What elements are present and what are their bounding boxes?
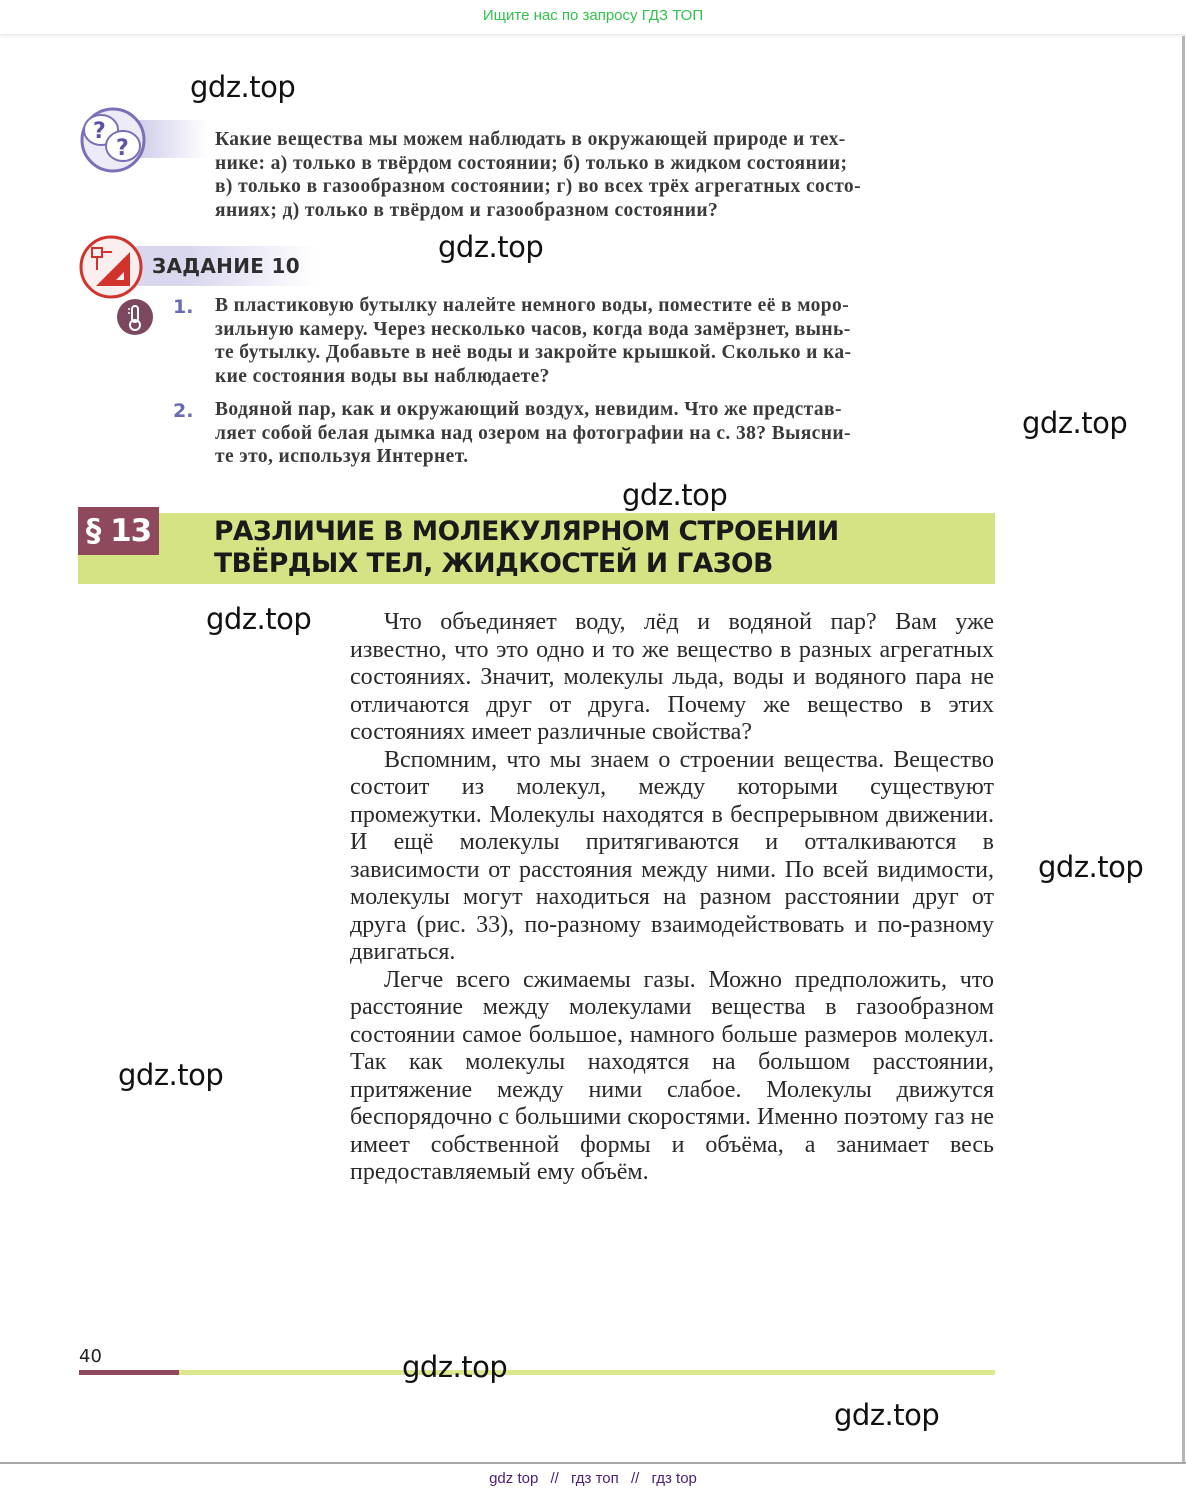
footer-separator: // [630,1470,640,1487]
task-item-number: 2. [173,400,194,422]
watermark: gdz.top [1038,850,1144,884]
watermark: gdz.top [118,1058,224,1092]
footer-link[interactable]: гдз top [651,1470,697,1487]
svg-text:?: ? [93,119,106,144]
task-item-number: 1. [173,296,194,318]
paragraph: Что объединяет воду, лёд и водяной пар? Вам уже известно, что это одно и то же вещество в разных агрегатных состояниях. Значит, молекулы льда, воды и водяного пара не отличаются друг от друга. Почему же вещество в этих состояниях имеет различные свойства? [350,609,994,745]
footer-link[interactable]: gdz top [489,1470,539,1487]
footer-links [0,1470,1186,1487]
watermark: gdz.top [622,478,728,512]
footer-separator: // [550,1470,559,1487]
footer-link[interactable]: гдз топ [571,1470,619,1487]
task-title: ЗАДАНИЕ 10 [152,254,300,278]
watermark: gdz.top [402,1350,508,1384]
question-text: Какие вещества мы можем наблюдать в окружающей природе и тех- нике: а) только в твёрдом состоянии; б) только в жидком состоянии; в) только в газообразном состоянии; г) во всех трёх агрегатных состо- яниях; д) только в твёрдом и газообразном состоянии? [215,129,861,221]
paragraph: Легче всего сжимаемы газы. Можно предположить, что расстояние между молекулами вещества в газообразном состоянии самое большое, намного больше размеров молекул. Так как молекулы находятся на большом расстоянии, притяжение между ними слабое. Молекулы движутся беспорядочно с большими скоростями. Именно поэтому газ не имеет собственной формы и объёма, а занимает весь предоставляемый ему объём. [350,966,994,1185]
footer-divider [0,1462,1186,1464]
paragraph: Вспомним, что мы знаем о строении вещества. Вещество состоит из молекул, между которыми существуют промежутки. Молекулы находятся в беспрерывном движении. И ещё молекулы притягиваются и отталкиваются в зависимости от расстояния между ними. По всей видимости, молекулы могут находиться на разном расстоянии друг от друга (рис. 33), по-разному взаимодействовать и по-разному двигаться. [350,746,994,965]
page-number: 40 [79,1346,102,1367]
page-rule [179,1370,995,1375]
svg-text:?: ? [116,136,129,161]
section-body [350,609,994,1187]
section-number-badge: § 13 [78,507,159,555]
task-item-text: Водяной пар, как и окружающий воздух, невидим. Что же представ- ляет собой белая дымка над озером на фотографии на с. 38? Выясни- те это, используя Интернет. [215,399,851,467]
triangle-ruler-icon [78,234,144,300]
page-rule-accent [79,1370,179,1375]
watermark: gdz.top [190,70,296,104]
watermark: gdz.top [1022,406,1128,440]
page-edge-shadow [1182,36,1185,1464]
watermark: gdz.top [834,1398,940,1432]
watermark: gdz.top [206,602,312,636]
search-hint-banner: Ищите нас по запросу ГДЗ ТОП [0,0,1186,35]
section-title: РАЗЛИЧИЕ В МОЛЕКУЛЯРНОМ СТРОЕНИИ ТВЁРДЫХ ТЕЛ, ЖИДКОСТЕЙ И ГАЗОВ [214,516,839,579]
question-bubbles-icon [78,106,148,174]
task-item-text: В пластиковую бутылку налейте немного воды, поместите её в моро- зильную камеру. Через несколько часов, когда вода замёрзнет, вынь- те бутылку. Добавьте в неё воды и закройте крышкой. Сколько и ка- кие состояния воды вы наблюдаете? [215,295,852,387]
thermometer-icon [116,298,154,336]
watermark: gdz.top [438,230,544,264]
